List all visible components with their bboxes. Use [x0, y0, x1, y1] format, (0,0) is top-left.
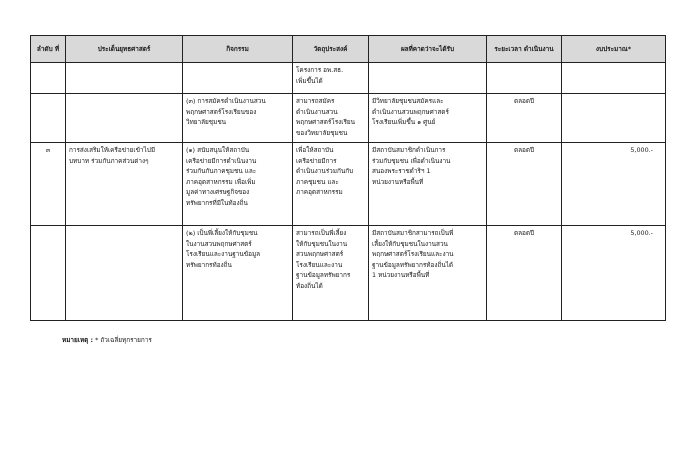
cell-objective: เพื่อให้สถาบัน เครือข่ายมีการ ดำเนินงานร่วมกันกับ ภาคชุมชน และ ภาคอุตสาหกรรม	[293, 143, 369, 226]
cell-expected-result: มีสถาบันสมาชิกสามารถเป็นพี่ เลี้ยงให้กับชุมชนในงานสวน พฤกษศาสตร์โรงเรียนและงาน ฐานข้อมูลทรัพยากรท้องถิ่นได้ 1 หน่วยงานหรือพื้นที่	[369, 226, 487, 321]
cell-no	[31, 226, 66, 321]
table-row	[31, 94, 666, 143]
cell-strategy	[66, 94, 183, 143]
header-strategy: ประเด็นยุทธศาสตร์	[66, 36, 183, 63]
cell-activity: (๒) เป็นพี่เลี้ยงให้กับชุมชน ในงานสวนพฤกษศาสตร์ โรงเรียนและงานฐานข้อมูล ทรัพยากรท้องถิ่น	[183, 226, 293, 321]
cell-budget: 5,000.-	[562, 226, 666, 321]
header-objective: วัตถุประสงค์	[293, 36, 369, 63]
cell-expected-result: มีสถาบันสมาชิกดำเนินการ ร่วมกับชุมชน เพื่อดำเนินงาน สนองพระราชดำริฯ 1 หน่วยงานหรือพื้นที่	[369, 143, 487, 226]
cell-objective: สามารถสมัคร ดำเนินงานสวน พฤกษศาสตร์โรงเรียน ของวิทยาลัยชุมชน	[293, 94, 369, 143]
header-expected-result: ผลที่คาดว่าจะได้รับ	[369, 36, 487, 63]
cell-expected-result: มีวิทยาลัยชุมชนสมัครและ ดำเนินงานสวนพฤกษศาสตร์ โรงเรียนเพิ่มขึ้น ๑ ศูนย์	[369, 94, 487, 143]
table-row	[31, 143, 666, 226]
header-activity: กิจกรรม	[183, 36, 293, 63]
footnote	[62, 335, 152, 345]
cell-no: ๓	[31, 143, 66, 226]
cell-strategy	[66, 63, 183, 94]
cell-no	[31, 63, 66, 94]
cell-budget: 5,000.-	[562, 143, 666, 226]
cell-period: ตลอดปี	[487, 143, 562, 226]
plan-table	[30, 35, 666, 321]
cell-expected-result	[369, 63, 487, 94]
table-row	[31, 226, 666, 321]
cell-objective: โครงการ อพ.สธ. เพิ่มขึ้นได้	[293, 63, 369, 94]
footnote-label: หมายเหตุ :	[62, 336, 94, 344]
cell-activity: (๓) การสมัครดำเนินงานสวน พฤกษศาสตร์โรงเรียนของ วิทยาลัยชุมชน	[183, 94, 293, 143]
cell-activity: (๑) สนับสนุนให้สถาบัน เครือข่ายมีการดำเนินงาน ร่วมกันกับภาคชุมชน และ ภาคอุตสาหกรรม เพื่อเพิ่ม มูลค่าทางเศรษฐกิจของ ทรัพยากรที่มีในท้องถิ่น	[183, 143, 293, 226]
header-period: ระยะเวลา ดำเนินงาน	[487, 36, 562, 63]
cell-period: ตลอดปี	[487, 226, 562, 321]
header-budget: งบประมาณ*	[562, 36, 666, 63]
table-row	[31, 63, 666, 94]
cell-period: ตลอดปี	[487, 94, 562, 143]
header-no: ลำดับ ที่	[31, 36, 66, 63]
cell-budget	[562, 63, 666, 94]
cell-no	[31, 94, 66, 143]
header-row	[31, 36, 666, 63]
footnote-text: * ถัวเฉลี่ยทุกรายการ	[93, 336, 152, 344]
cell-objective: สามารถเป็นพี่เลี้ยง ให้กับชุมชนในงาน สวนพฤกษศาสตร์ โรงเรียนและงาน ฐานข้อมูลทรัพยากร ท้องถิ่นได้	[293, 226, 369, 321]
cell-activity	[183, 63, 293, 94]
cell-period	[487, 63, 562, 94]
cell-budget	[562, 94, 666, 143]
cell-strategy	[66, 226, 183, 321]
cell-strategy: การส่งเสริมให้เครือข่ายเข้าไปมี บทบาท ร่วมกับภาคส่วนต่างๆ	[66, 143, 183, 226]
